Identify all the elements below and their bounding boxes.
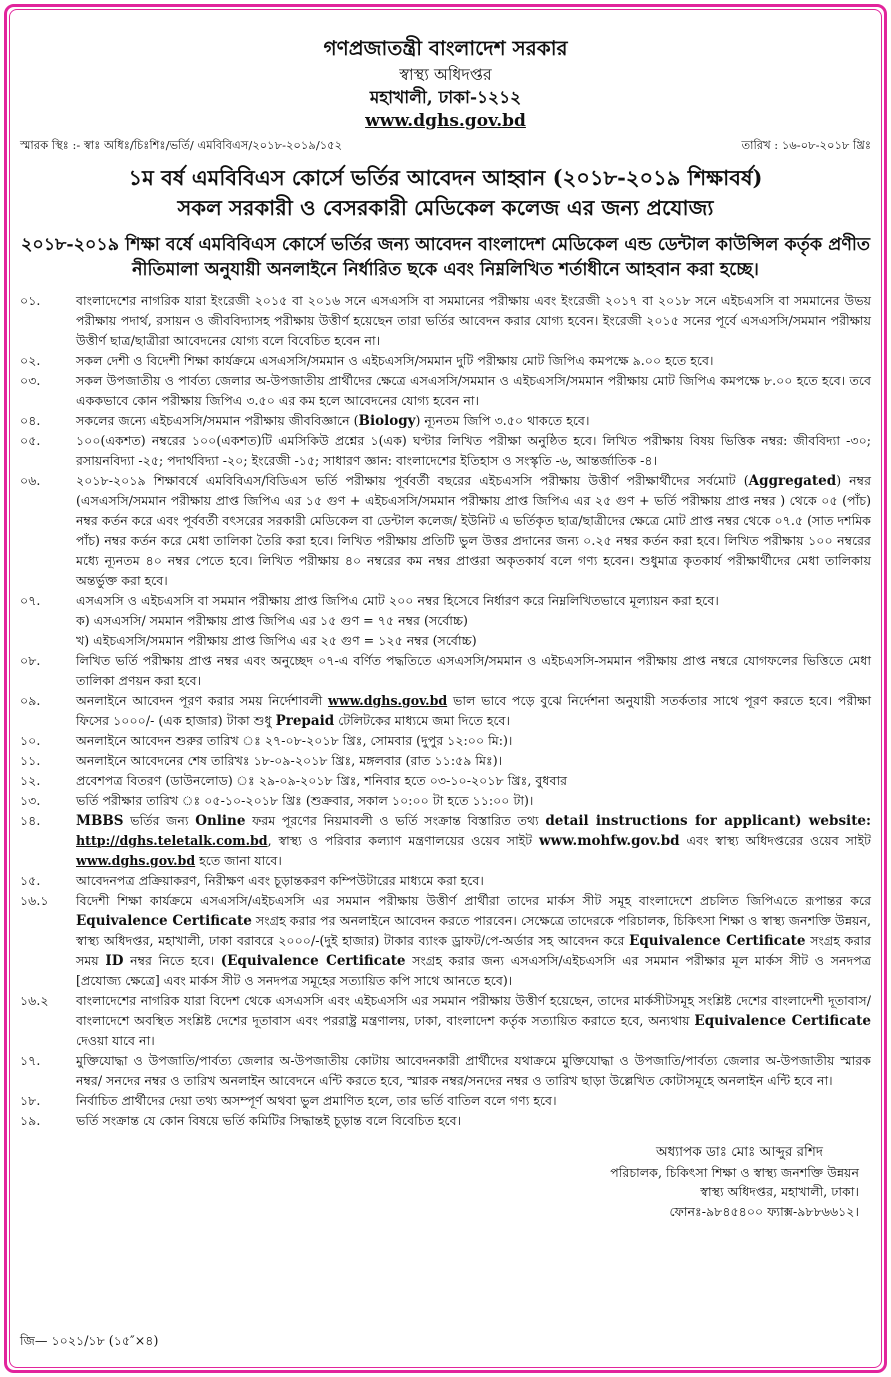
- item-number: ০৭.: [20, 593, 41, 608]
- item-number: ১০.: [20, 733, 41, 748]
- memo-number: স্মারক স্থিঃ :- স্বাঃ অধিঃ/চিঃশিঃ/ভর্তি/ এমবিবিএস/২০১৮-২০১৯/১৫২: [20, 138, 343, 152]
- list-item: [20, 411, 871, 431]
- signatory-contact: ফোনঃ-৯৮৪৫৪০০ ফ্যাক্স-৯৮৮৬৬১২।: [669, 1203, 859, 1219]
- reference-row: [20, 138, 871, 153]
- list-item: [20, 431, 871, 471]
- item-text: লিখিত ভর্তি পরীক্ষায় প্রাপ্ত নম্বর এবং অনুচ্ছেদ ০৭-এ বর্ণিত পদ্ধতিতে এসএসসি/সমমান ও এইচএসসি-সমমান পরীক্ষায় প্রাপ্ত নম্বরে যোগফলের ভিত্তিতে মেধা তালিকা প্রণয়ন করা হবে।: [76, 653, 871, 688]
- department-heading: স্বাস্থ্য অধিদপ্তর: [399, 65, 492, 84]
- list-item: [20, 351, 871, 371]
- list-item: [20, 291, 871, 351]
- item-number: ০৬.: [20, 473, 41, 488]
- item-number: ১৮.: [20, 1093, 41, 1108]
- item-text: সকল উপজাতীয় ও পার্বত্য জেলার অ-উপজাতীয় প্রার্থীদের ক্ষেত্রে এসএসসি/সমমান ও এইচএসসি/সমমান পরীক্ষায় মোট জিপিএ কমপক্ষে ৮.০০ হতে হবে। তবে এককভাবে কোন পরীক্ষায় জিপিএ ৩.৫০ এর কম হলে আবেদনের যোগ্য হবেন না।: [76, 373, 871, 408]
- item-number: ০৫.: [20, 433, 41, 448]
- list-item: [20, 651, 871, 691]
- item-text: বাংলাদেশের নাগরিক যারা ইংরেজী ২০১৫ বা ২০১৬ সনে এসএসসি বা সমমানের পরীক্ষায় এবং ইংরেজী ২০১৭ বা ২০১৮ সনে এইচএসসি বা সমমানের উভয় পরীক্ষায় পদার্থ, রসায়ন ও জীববিদ্যাসহ পরীক্ষায় উত্তীর্ণ হয়েছেন তারা ভর্তির আবেদন করার যোগ্য হবেন। ইংরেজী ২০১৫ সনের পূর্বে এসএসসি/সমমান পরীক্ষায় উত্তীর্ণ ছাত্র/ছাত্রীরা আবেদনের যোগ্য বলে বিবেচিত হবেন না।: [76, 293, 871, 348]
- item-number: ১৬.২: [20, 993, 49, 1008]
- conditions-list: [20, 291, 871, 1131]
- list-item: [20, 811, 871, 871]
- item-text: সকল দেশী ও বিদেশী শিক্ষা কার্যক্রমে এসএসসি/সমমান ও এইচএসসি/সমমান দুটি পরীক্ষায় মোট জিপিএ কমপক্ষে ৯.০০ হতে হবে।: [76, 353, 714, 368]
- item-number: ১৭.: [20, 1053, 41, 1068]
- footer-code: জি— ১০২১/১৮ (১৫″×৪): [20, 1333, 159, 1348]
- memo-date: তারিখ : ১৬-০৮-২০১৮ খ্রিঃ: [741, 138, 871, 152]
- item-number: ১১.: [20, 753, 41, 768]
- item-text: ১০০(একশত) নম্বরের ১০০(একশত)টি এমসিকিউ প্রশ্নের ১(এক) ঘণ্টার লিখিত পরীক্ষা অনুষ্ঠিত হবে। লিখিত পরীক্ষায় বিষয় ভিত্তিক নম্বর: জীববিদ্যা -৩০; রসায়নবিদ্যা -২৫; পদার্থবিদ্যা -২০; ইংরেজী -১৫; সাধারণ জ্ঞান: বাংলাদেশের ইতিহাস ও সংস্কৃতি -৬, আন্তর্জাতিক -৪।: [76, 433, 871, 468]
- list-item: [20, 791, 871, 811]
- item-number: ১২.: [20, 773, 41, 788]
- list-item: [20, 371, 871, 411]
- item-number: ১৩.: [20, 793, 41, 808]
- item-number: ১৫.: [20, 873, 41, 888]
- address-heading: মহাখালী, ঢাকা-১২১২: [369, 88, 522, 108]
- item-text: আবেদনপত্র প্রক্রিয়াকরণ, নিরীক্ষণ এবং চূড়ান্তকরণ কম্পিউটারের মাধ্যমে করা হবে।: [76, 873, 484, 888]
- item-text: অনলাইনে আবেদনের শেষ তারিখঃ ১৮-০৯-২০১৮ খ্রিঃ, মঙ্গলবার (রাত ১১:৫৯ মিঃ)।: [76, 753, 503, 768]
- item-text: অনলাইনে আবেদন পূরণ করার সময় নির্দেশাবলী www.dghs.gov.bd ভাল ভাবে পড়ে বুঝে নির্দেশনা অনুযায়ী সতর্কতার সাথে পূরণ করতে হবে। পরীক্ষা ফিসের ১০০০/- (এক হাজার) টাকা শুধু Prepaid টেলিটকের মাধ্যমে জমা দিতে হবে।: [76, 693, 871, 729]
- item-number: ১৯.: [20, 1113, 41, 1128]
- item-text: ভর্তি পরীক্ষার তারিখ ঃ ০৫-১০-২০১৮ খ্রিঃ (শুক্রবার, সকাল ১০:০০ টা হতে ১১:০০ টা)।: [76, 793, 534, 808]
- signatory-office: স্বাস্থ্য অধিদপ্তর, মহাখালী, ঢাকা।: [700, 1184, 859, 1199]
- dghs-website-link-2[interactable]: www.dghs.gov.bd: [76, 853, 196, 868]
- website-link[interactable]: www.dghs.gov.bd: [365, 111, 526, 131]
- item-number: ০৩.: [20, 373, 41, 388]
- item-text: প্রবেশপত্র বিতরণ (ডাউনলোড) ঃ ২৯-০৯-২০১৮ খ্রিঃ, শনিবার হতে ০৩-১০-২০১৮ খ্রিঃ, বুধবার: [76, 773, 568, 788]
- sub-item-hsc: খ) এইচএসসি/সমমান পরীক্ষায় প্রাপ্ত জিপিএ এর ২৫ গুণ = ১২৫ নম্বর (সর্বোচ্চ): [76, 633, 477, 648]
- list-item: [20, 1111, 871, 1131]
- list-item: [20, 591, 871, 651]
- signatory-title: পরিচালক, চিকিৎসা শিক্ষা ও স্বাস্থ্য জনশক্তি উন্নয়ন: [610, 1164, 859, 1180]
- item-text: সকলের জন্যে এইচএসসি/সমমান পরীক্ষায় জীববিজ্ঞানে (Biology) ন্যূনতম জিপি ৩.৫০ থাকতে হবে।: [76, 413, 590, 429]
- item-number: ০১.: [20, 293, 41, 308]
- item-text: মুক্তিযোদ্ধা ও উপজাতি/পার্বত্য জেলার অ-উপজাতীয় কোটায় আবেদনকারী প্রার্থীদের যথাক্রমে মুক্তিযোদ্ধা ও উপজাতি/পার্বত্য জেলার অ-উপজাতীয় স্মারক নম্বর/ সনদের নম্বর ও তারিখ অনলাইন আবেদনে এন্টি করতে হবে, স্মারক নম্বর/সনদের নম্বর ও তারিখ ছাড়া উল্লেখিত কোটাসমূহে অনলাইন এন্টি হবে না।: [76, 1053, 871, 1088]
- item-text: অনলাইনে আবেদন শুরুর তারিখ ঃ ২৭-০৮-২০১৮ খ্রিঃ, সোমবার (দুপুর ১২:০০ মি:)।: [76, 733, 513, 748]
- item-number: ০২.: [20, 353, 41, 368]
- sub-item-ssc: ক) এসএসসি/ সমমান পরীক্ষায় প্রাপ্ত জিপিএ এর ১৫ গুণ = ৭৫ নম্বর (সর্বোচ্চ): [76, 613, 468, 628]
- item-number: ০৪.: [20, 413, 41, 428]
- teletalk-website-link[interactable]: http://dghs.teletalk.com.bd: [76, 833, 268, 848]
- government-heading: গণপ্রজাতন্ত্রী বাংলাদেশ সরকার: [323, 36, 568, 60]
- item-text: বিদেশী শিক্ষা কার্যক্রমে এসএসসি/এইচএসসি এর সমমান পরীক্ষায় উত্তীর্ণ প্রার্থীরা তাদের মার্কস সীট সমূহ বাংলাদেশে প্রচলিত জিপিএতে রূপান্তর করে Equivalence Certificate সংগ্রহ করার পর অনলাইনে আবেদন করতে পারবেন। সেক্ষেত্রে তাদেরকে পরিচালক, চিকিৎসা শিক্ষা ও স্বাস্থ্য জনশক্তি উন্নয়ন, স্বাস্থ্য অধিদপ্তর, মহাখালী, ঢাকা বরাবরে ২০০০/-(দুই হাজার) টাকার ব্যাংক ড্রাফট/পে-অর্ডার সহ আবেদন করে Equivalence Certificate সংগ্রহ করার সময় ID নম্বর নিতে হবে। (Equivalence Certificate সংগ্রহ করার জন্য এসএসসি/এইচএসসি এর সমমান পরীক্ষার মূল মার্কস সীট ও সনদপত্র [প্রযোজ্য ক্ষেত্রে] এবং মার্কস সীট ও সনদপত্র সমূহের সত্যায়িত কপি সাথে আনতে হবে)।: [76, 893, 871, 988]
- item-number: ১৬.১: [20, 893, 49, 908]
- list-item: [20, 471, 871, 591]
- notice-title: ১ম বর্ষ এমবিবিএস কোর্সে ভর্তির আবেদন আহ্বান (২০১৮-২০১৯ শিক্ষাবর্ষ): [128, 165, 763, 190]
- item-text: ভর্তি সংক্রান্ত যে কোন বিষয়ে ভর্তি কমিটির সিদ্ধান্তই চূড়ান্ত বলে বিবেচিত হবে।: [76, 1113, 462, 1128]
- list-item: [20, 991, 871, 1051]
- notice-content: [14, 12, 877, 1367]
- item-number: ১৪.: [20, 813, 41, 828]
- list-item: [20, 751, 871, 771]
- item-text: MBBS ভর্তির জন্য Online ফরম পূরণের নিয়মাবলী ও ভর্তি সংক্রান্ত বিস্তারিত তথ্য detail instructions for applicant) website: http://dghs.teletalk.com.bd, স্বাস্থ্য ও পরিবার কল্যাণ মন্ত্রণালয়ের ওয়েব সাইট www.mohfw.gov.bd এবং স্বাস্থ্য অধিদপ্তরের ওয়েব সাইট www.dghs.gov.bd হতে জানা যাবে।: [76, 813, 871, 868]
- list-item: [20, 871, 871, 891]
- list-item: [20, 1051, 871, 1091]
- item-text: ২০১৮-২০১৯ শিক্ষাবর্ষে এমবিবিএস/বিডিএস ভর্তি পরীক্ষায় পূর্ববর্তী বছরের এইচএসসি পরীক্ষায় উত্তীর্ণ পরীক্ষার্থীদের সর্বমোট (Aggregated) নম্বর (এসএসসি/সমমান পরীক্ষায় প্রাপ্ত জিপিএ এর ১৫ গুণ + এইচএসসি/সমমান পরীক্ষায় প্রাপ্ত জিপিএ এর ২৫ গুণ + ভর্তি পরীক্ষায় প্রাপ্ত নম্বর ) থেকে ০৫ (পাঁচ) নম্বর কর্তন করে এবং পূর্ববর্তী বৎসরের সরকারী মেডিকেল বা ডেন্টাল কলেজ/ ইউনিট এ ভর্তিকৃত ছাত্র/ছাত্রীদের ক্ষেত্রে মোট প্রাপ্ত নম্বর থেকে ০৭.৫ (সাত দশমিক পাঁচ) নম্বর কর্তন করে মেধা তালিকা তৈরি করা হবে। লিখিত পরীক্ষায় প্রতিটি ভুল উত্তর প্রদানের জন্য ০.২৫ নম্বর কর্তন করা হবে। লিখিত পরীক্ষায় ১০০ নম্বরের মধ্যে ন্যূনতম ৪০ নম্বর পেতে হবে। লিখিত পরীক্ষায় ৪০ নম্বরের কম নম্বর প্রাপ্তরা অকৃতকার্য বলে গণ্য হবেন। শুধুমাত্র কৃতকার্য পরীক্ষার্থীদের মেধা তালিকায় অন্তর্ভুক্ত করা হবে।: [76, 473, 872, 588]
- item-text: এসএসসি ও এইচএসসি বা সমমান পরীক্ষায় প্রাপ্ত জিপিএ মোট ২০০ নম্বর হিসেবে নির্ধারণ করে নিম্নলিখিতভাবে মূল্যায়ন করা হবে। ক) এসএসসি/ সমমান পরীক্ষায় প্রাপ্ত জিপিএ এর ১৫ গুণ = ৭৫ নম্বর (সর্বোচ্চ) খ) এইচএসসি/সমমান পরীক্ষায় প্রাপ্ত জিপিএ এর ২৫ গুণ = ১২৫ নম্বর (সর্বোচ্চ): [76, 593, 719, 648]
- item-number: ০৯.: [20, 693, 41, 708]
- item-number: ০৮.: [20, 653, 41, 668]
- signature-block: [14, 1143, 859, 1221]
- list-item: [20, 731, 871, 751]
- list-item: [20, 771, 871, 791]
- item-text: নির্বাচিত প্রার্থীদের দেয়া তথ্য অসম্পূর্ণ অথবা ভুল প্রমাণিত হলে, তার ভর্তি বাতিল বলে গণ্য হবে।: [76, 1093, 557, 1108]
- intro-paragraph: ২০১৮-২০১৯ শিক্ষা বর্ষে এমবিবিএস কোর্সে ভর্তির জন্য আবেদন বাংলাদেশ মেডিকেল এন্ড ডেন্টাল কাউন্সিল কর্তৃক প্রণীত নীতিমালা অনুযায়ী অনলাইনে নির্ধারিত ছকে এবং নিম্নলিখিত শর্তাধীনে আহবান করা হচ্ছে।: [20, 235, 871, 280]
- dghs-website-link[interactable]: www.dghs.gov.bd: [328, 693, 448, 708]
- notice-subtitle: সকল সরকারী ও বেসরকারী মেডিকেল কলেজ এর জন্য প্রযোজ্য: [177, 195, 714, 220]
- list-item: [20, 1091, 871, 1111]
- list-item: [20, 891, 871, 991]
- signatory-name: অধ্যাপক ডাঃ মোঃ আব্দুর রশিদ: [655, 1144, 823, 1160]
- list-item: [20, 691, 871, 731]
- item-text: বাংলাদেশের নাগরিক যারা বিদেশ থেকে এসএসসি এবং এইচএসসি এর সমমান পরীক্ষায় উত্তীর্ণ হয়েছেন, তাদের মার্কসীটসমূহ সংশ্লিষ্ট দেশের বাংলাদেশী দূতাবাস/ বাংলাদেশে অবস্থিত সংশ্লিষ্ট দেশের দূতাবাস এবং পররাষ্ট্র মন্ত্রণালয়, ঢাকা, বাংলাদেশ কর্তৃক সত্যায়িত করাতে হবে, অন্যথায় Equivalence Certificate দেওয়া যাবে না।: [76, 993, 871, 1048]
